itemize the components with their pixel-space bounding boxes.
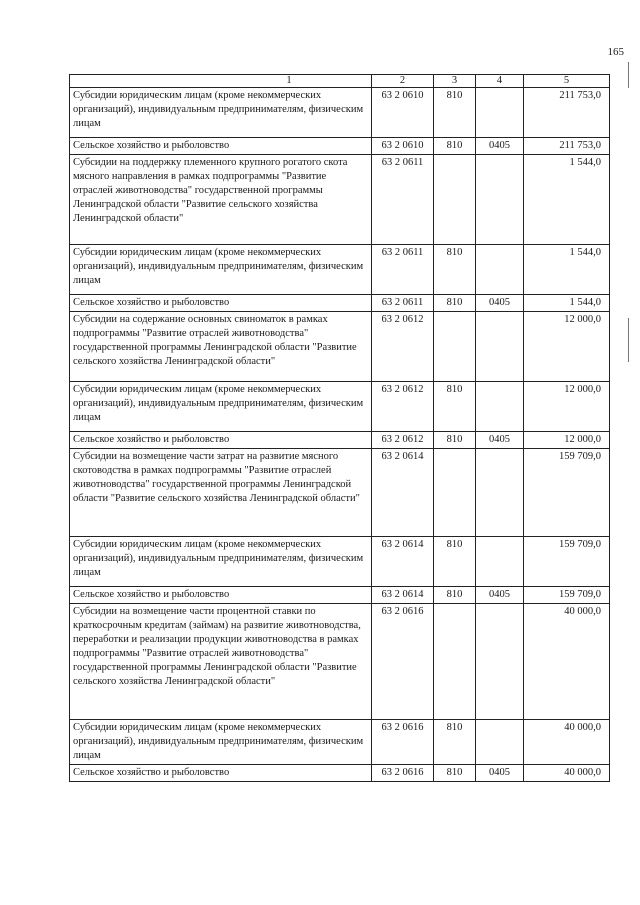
row-name-cell: Сельское хозяйство и рыболовство [70, 295, 372, 312]
row-amount-cell: 1 544,0 [524, 295, 610, 312]
row-name-cell: Субсидии на возмещение части затрат на развитие мясного скотоводства в рамках подпрограммы "Развитие отраслей животноводства" государственной программы Ленинградской области "Развитие сельского хозяйства Ленинградской области" [70, 449, 372, 537]
row-target-article-cell: 63 2 0610 [372, 138, 434, 155]
row-amount-cell: 211 753,0 [524, 138, 610, 155]
row-target-article-cell: 63 2 0616 [372, 765, 434, 782]
row-name-cell: Субсидии юридическим лицам (кроме некоммерческих организаций), индивидуальным предпринимателям, физическим лицам [70, 720, 372, 765]
row-expense-type-cell: 810 [434, 138, 476, 155]
row-expense-type-cell [434, 449, 476, 537]
row-expense-type-cell: 810 [434, 537, 476, 587]
row-target-article-cell: 63 2 0611 [372, 155, 434, 245]
column-number-4: 4 [476, 75, 524, 88]
column-number-row [70, 75, 610, 88]
row-name-cell: Сельское хозяйство и рыболовство [70, 432, 372, 449]
column-number-1: 1 [70, 75, 372, 88]
row-section-cell: 0405 [476, 765, 524, 782]
row-amount-cell: 12 000,0 [524, 312, 610, 382]
row-section-cell [476, 382, 524, 432]
row-section-cell: 0405 [476, 138, 524, 155]
row-name-cell: Субсидии юридическим лицам (кроме некоммерческих организаций), индивидуальным предпринимателям, физическим лицам [70, 245, 372, 295]
row-expense-type-cell: 810 [434, 765, 476, 782]
table-row [70, 138, 610, 155]
row-expense-type-cell: 810 [434, 88, 476, 138]
row-amount-cell: 159 709,0 [524, 537, 610, 587]
table-row [70, 245, 610, 295]
budget-table-body [70, 75, 610, 782]
budget-table [69, 74, 610, 782]
row-amount-cell: 1 544,0 [524, 245, 610, 295]
table-row [70, 312, 610, 382]
row-expense-type-cell [434, 155, 476, 245]
row-amount-cell: 40 000,0 [524, 720, 610, 765]
row-expense-type-cell [434, 604, 476, 720]
row-section-cell: 0405 [476, 587, 524, 604]
row-section-cell [476, 155, 524, 245]
table-row [70, 720, 610, 765]
row-target-article-cell: 63 2 0612 [372, 312, 434, 382]
row-name-cell: Субсидии юридическим лицам (кроме некоммерческих организаций), индивидуальным предпринимателям, физическим лицам [70, 382, 372, 432]
row-name-cell: Субсидии юридическим лицам (кроме некоммерческих организаций), индивидуальным предпринимателям, физическим лицам [70, 537, 372, 587]
table-row [70, 295, 610, 312]
column-number-3: 3 [434, 75, 476, 88]
row-target-article-cell: 63 2 0616 [372, 604, 434, 720]
scan-edge-mark-middle [628, 318, 629, 362]
row-amount-cell: 211 753,0 [524, 88, 610, 138]
row-expense-type-cell: 810 [434, 587, 476, 604]
row-section-cell [476, 312, 524, 382]
row-expense-type-cell: 810 [434, 432, 476, 449]
table-row [70, 587, 610, 604]
budget-table-container [69, 74, 609, 782]
row-name-cell: Сельское хозяйство и рыболовство [70, 587, 372, 604]
row-target-article-cell: 63 2 0612 [372, 432, 434, 449]
row-amount-cell: 12 000,0 [524, 432, 610, 449]
row-target-article-cell: 63 2 0611 [372, 295, 434, 312]
row-name-cell: Субсидии на возмещение части процентной ставки по краткосрочным кредитам (займам) на развитие животноводства, переработки и реализации продукции животноводства в рамках подпрограммы "Развитие отраслей животноводства" государственной программы Ленинградской области "Развитие сельского хозяйства Ленинградской области" [70, 604, 372, 720]
row-amount-cell: 40 000,0 [524, 604, 610, 720]
row-section-cell [476, 449, 524, 537]
row-section-cell: 0405 [476, 432, 524, 449]
row-expense-type-cell: 810 [434, 245, 476, 295]
row-amount-cell: 1 544,0 [524, 155, 610, 245]
table-row [70, 765, 610, 782]
row-expense-type-cell: 810 [434, 720, 476, 765]
row-name-cell: Сельское хозяйство и рыболовство [70, 765, 372, 782]
row-section-cell [476, 604, 524, 720]
row-section-cell [476, 88, 524, 138]
row-name-cell: Субсидии на поддержку племенного крупного рогатого скота мясного направления в рамках подпрограммы "Развитие отраслей животноводства" государственной программы Ленинградской области "Развитие сельского хозяйства Ленинградской области" [70, 155, 372, 245]
row-name-cell: Субсидии юридическим лицам (кроме некоммерческих организаций), индивидуальным предпринимателям, физическим лицам [70, 88, 372, 138]
row-expense-type-cell [434, 312, 476, 382]
row-name-cell: Сельское хозяйство и рыболовство [70, 138, 372, 155]
row-section-cell [476, 245, 524, 295]
row-target-article-cell: 63 2 0611 [372, 245, 434, 295]
row-section-cell [476, 720, 524, 765]
column-number-5: 5 [524, 75, 610, 88]
row-target-article-cell: 63 2 0614 [372, 587, 434, 604]
row-name-cell: Субсидии на содержание основных свиноматок в рамках подпрограммы "Развитие отраслей животноводства" государственной программы Ленинградской области "Развитие сельского хозяйства Ленинградской области" [70, 312, 372, 382]
column-number-2: 2 [372, 75, 434, 88]
table-row [70, 449, 610, 537]
page-number: 165 [607, 46, 624, 58]
row-amount-cell: 159 709,0 [524, 449, 610, 537]
table-row [70, 432, 610, 449]
row-expense-type-cell: 810 [434, 295, 476, 312]
row-target-article-cell: 63 2 0612 [372, 382, 434, 432]
row-section-cell: 0405 [476, 295, 524, 312]
row-expense-type-cell: 810 [434, 382, 476, 432]
row-target-article-cell: 63 2 0610 [372, 88, 434, 138]
table-row [70, 604, 610, 720]
row-target-article-cell: 63 2 0616 [372, 720, 434, 765]
scan-edge-mark-top [628, 62, 629, 88]
table-row [70, 382, 610, 432]
row-amount-cell: 159 709,0 [524, 587, 610, 604]
row-target-article-cell: 63 2 0614 [372, 537, 434, 587]
row-section-cell [476, 537, 524, 587]
table-row [70, 155, 610, 245]
table-row [70, 88, 610, 138]
row-amount-cell: 40 000,0 [524, 765, 610, 782]
row-target-article-cell: 63 2 0614 [372, 449, 434, 537]
table-row [70, 537, 610, 587]
row-amount-cell: 12 000,0 [524, 382, 610, 432]
